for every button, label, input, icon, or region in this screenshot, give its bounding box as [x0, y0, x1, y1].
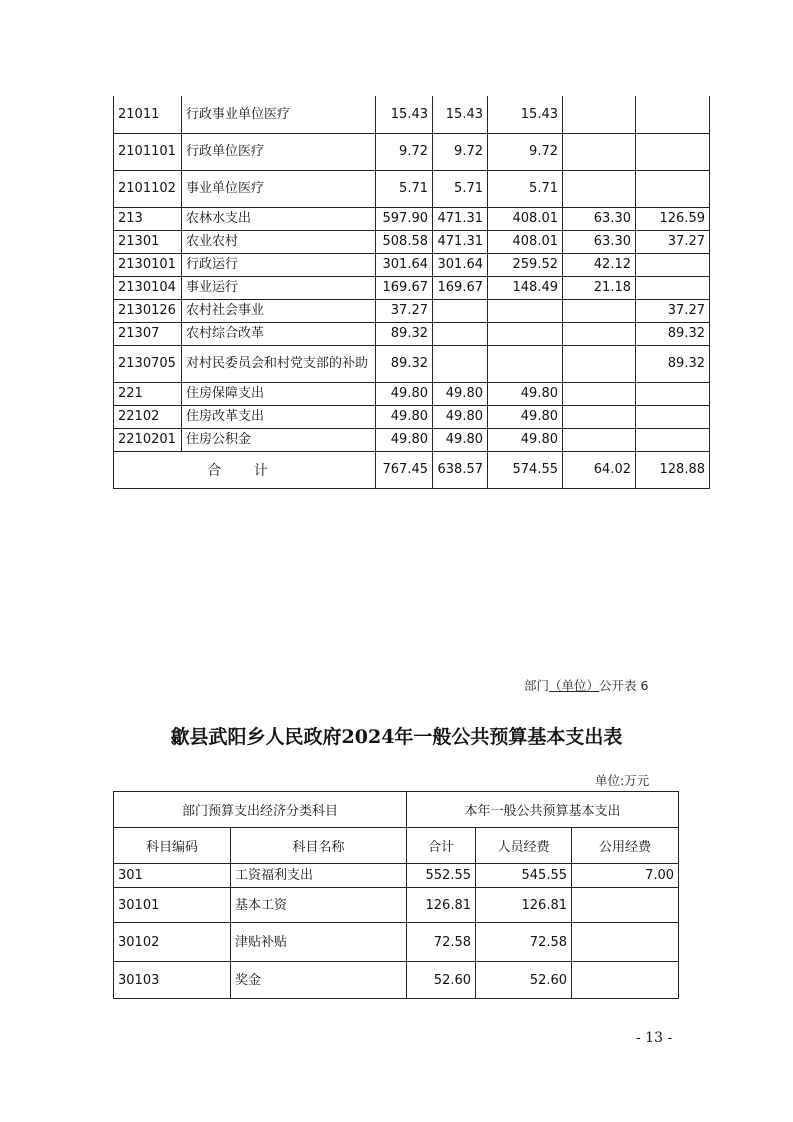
row-name: 行政单位医疗 — [182, 133, 376, 170]
row-value — [563, 133, 636, 170]
table-row — [114, 253, 710, 276]
table-row — [114, 170, 710, 207]
table-row — [114, 428, 710, 451]
row-value: 49.80 — [376, 428, 433, 451]
row-value: 408.01 — [488, 230, 563, 253]
table-row — [114, 864, 679, 888]
row-value: 49.80 — [433, 405, 488, 428]
row-value: 49.80 — [433, 382, 488, 405]
row-value — [636, 96, 710, 133]
table-row — [114, 133, 710, 170]
total-row — [114, 451, 710, 488]
row-value — [563, 299, 636, 322]
row-value — [636, 170, 710, 207]
row-code: 2210201 — [114, 428, 182, 451]
row-value: 63.30 — [563, 230, 636, 253]
row-name: 奖金 — [231, 962, 407, 999]
row-value — [636, 405, 710, 428]
row-value: 169.67 — [433, 276, 488, 299]
basic-expenditure-table — [113, 791, 679, 999]
row-name: 行政事业单位医疗 — [182, 96, 376, 133]
row-code: 21301 — [114, 230, 182, 253]
row-value — [563, 345, 636, 382]
row-value — [636, 428, 710, 451]
row-value — [563, 170, 636, 207]
row-public — [572, 888, 679, 923]
row-value: 42.12 — [563, 253, 636, 276]
row-code: 30101 — [114, 888, 231, 923]
row-value: 408.01 — [488, 207, 563, 230]
header-total: 合计 — [407, 828, 476, 864]
row-value — [433, 345, 488, 382]
row-value: 89.32 — [636, 322, 710, 345]
row-code: 2101101 — [114, 133, 182, 170]
row-code: 21307 — [114, 322, 182, 345]
row-value — [563, 428, 636, 451]
row-value: 89.32 — [636, 345, 710, 382]
row-value: 89.32 — [376, 322, 433, 345]
row-name: 农林水支出 — [182, 207, 376, 230]
row-value — [563, 382, 636, 405]
table-row — [114, 962, 679, 999]
row-name: 工资福利支出 — [231, 864, 407, 888]
expenditure-table-continued — [113, 96, 710, 489]
page-title: 歙县武阳乡人民政府2024年一般公共预算基本支出表 — [170, 726, 623, 748]
row-value: 15.43 — [433, 96, 488, 133]
row-value: 5.71 — [433, 170, 488, 207]
row-value: 89.32 — [376, 345, 433, 382]
row-public — [572, 962, 679, 999]
row-personnel: 545.55 — [476, 864, 572, 888]
row-name: 事业单位医疗 — [182, 170, 376, 207]
row-name: 住房保障支出 — [182, 382, 376, 405]
row-value: 15.43 — [488, 96, 563, 133]
row-value: 9.72 — [488, 133, 563, 170]
header-personnel: 人员经费 — [476, 828, 572, 864]
row-code: 2101102 — [114, 170, 182, 207]
row-code: 301 — [114, 864, 231, 888]
row-name: 行政运行 — [182, 253, 376, 276]
row-value: 37.27 — [636, 299, 710, 322]
row-name: 住房改革支出 — [182, 405, 376, 428]
row-code: 22102 — [114, 405, 182, 428]
row-value: 63.30 — [563, 207, 636, 230]
row-value: 5.71 — [376, 170, 433, 207]
table-row — [114, 207, 710, 230]
row-value — [488, 345, 563, 382]
row-value: 49.80 — [376, 405, 433, 428]
row-value — [563, 405, 636, 428]
table-row — [114, 888, 679, 923]
row-value: 259.52 — [488, 253, 563, 276]
row-total: 52.60 — [407, 962, 476, 999]
row-value: 471.31 — [433, 230, 488, 253]
row-value: 37.27 — [636, 230, 710, 253]
row-total: 552.55 — [407, 864, 476, 888]
row-code: 30103 — [114, 962, 231, 999]
row-public: 7.00 — [572, 864, 679, 888]
row-value: 9.72 — [433, 133, 488, 170]
row-value — [636, 253, 710, 276]
row-name: 农业农村 — [182, 230, 376, 253]
row-name: 津贴补贴 — [231, 923, 407, 962]
row-name: 基本工资 — [231, 888, 407, 923]
unit-label: 单位:万元 — [595, 773, 650, 788]
row-name: 事业运行 — [182, 276, 376, 299]
row-name: 农村社会事业 — [182, 299, 376, 322]
row-total: 126.81 — [407, 888, 476, 923]
table-row — [114, 405, 710, 428]
row-code: 213 — [114, 207, 182, 230]
table-row — [114, 276, 710, 299]
row-value — [636, 276, 710, 299]
row-value: 301.64 — [376, 253, 433, 276]
row-code: 2130101 — [114, 253, 182, 276]
row-value: 49.80 — [488, 405, 563, 428]
row-value: 9.72 — [376, 133, 433, 170]
total-value: 638.57 — [433, 451, 488, 488]
row-value — [488, 322, 563, 345]
group-header-right: 本年一般公共预算基本支出 — [407, 792, 679, 828]
row-value: 169.67 — [376, 276, 433, 299]
row-value: 5.71 — [488, 170, 563, 207]
row-value — [563, 322, 636, 345]
form-label: 部门（单位）公开表 6 — [524, 678, 649, 693]
table-row — [114, 322, 710, 345]
table-row — [114, 230, 710, 253]
row-value: 301.64 — [433, 253, 488, 276]
row-personnel: 52.60 — [476, 962, 572, 999]
table-row — [114, 382, 710, 405]
row-value: 15.43 — [376, 96, 433, 133]
row-value: 21.18 — [563, 276, 636, 299]
total-label: 合 计 — [114, 451, 376, 488]
row-value — [563, 96, 636, 133]
row-value: 37.27 — [376, 299, 433, 322]
row-value: 148.49 — [488, 276, 563, 299]
table-row — [114, 96, 710, 133]
row-total: 72.58 — [407, 923, 476, 962]
total-value: 767.45 — [376, 451, 433, 488]
row-code: 221 — [114, 382, 182, 405]
row-value: 597.90 — [376, 207, 433, 230]
row-value: 49.80 — [376, 382, 433, 405]
row-value — [433, 322, 488, 345]
row-value — [636, 382, 710, 405]
row-name: 住房公积金 — [182, 428, 376, 451]
row-name: 农村综合改革 — [182, 322, 376, 345]
row-value — [433, 299, 488, 322]
row-value: 508.58 — [376, 230, 433, 253]
row-value: 471.31 — [433, 207, 488, 230]
row-code: 2130104 — [114, 276, 182, 299]
table-row — [114, 345, 710, 382]
row-code: 30102 — [114, 923, 231, 962]
total-value: 128.88 — [636, 451, 710, 488]
table-row — [114, 299, 710, 322]
row-personnel: 126.81 — [476, 888, 572, 923]
row-value: 126.59 — [636, 207, 710, 230]
row-value: 49.80 — [433, 428, 488, 451]
total-value: 574.55 — [488, 451, 563, 488]
row-name: 对村民委员会和村党支部的补助 — [182, 345, 376, 382]
row-value: 49.80 — [488, 382, 563, 405]
row-value — [636, 133, 710, 170]
header-name: 科目名称 — [231, 828, 407, 864]
row-personnel: 72.58 — [476, 923, 572, 962]
row-public — [572, 923, 679, 962]
row-value: 49.80 — [488, 428, 563, 451]
table-row — [114, 923, 679, 962]
row-code: 2130705 — [114, 345, 182, 382]
header-code: 科目编码 — [114, 828, 231, 864]
row-code: 2130126 — [114, 299, 182, 322]
group-header-left: 部门预算支出经济分类科目 — [114, 792, 407, 828]
row-value — [488, 299, 563, 322]
total-value: 64.02 — [563, 451, 636, 488]
page-number: - 13 - — [636, 1030, 673, 1046]
header-public: 公用经费 — [572, 828, 679, 864]
row-code: 21011 — [114, 96, 182, 133]
